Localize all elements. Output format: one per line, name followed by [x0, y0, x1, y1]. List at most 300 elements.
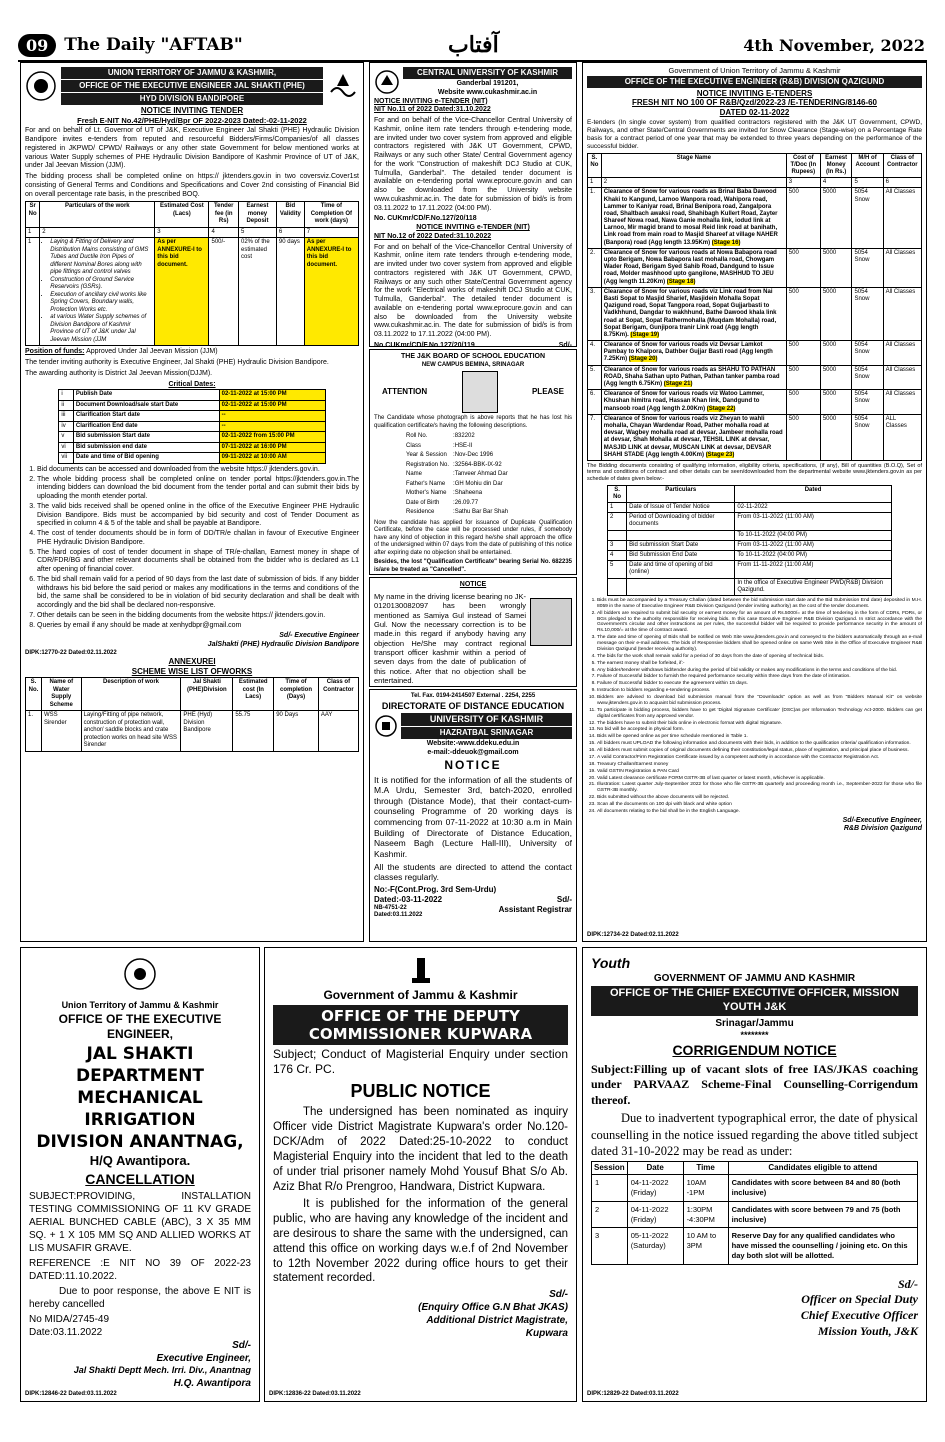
mi-dept: JAL SHAKTI DEPARTMENT [75, 1043, 205, 1086]
annex-cell: 55.75 [233, 711, 274, 752]
stage-header: Earnest Money (In Rs.) [820, 153, 852, 178]
detail-row [404, 432, 510, 442]
stage-label: (Stage 18) [666, 278, 696, 285]
date-label: Document Download/sale start Date [73, 400, 219, 411]
stage-header: S. No [588, 153, 602, 178]
dc-office: OFFICE OF THE DEPUTY COMMISSIONER KUPWARA [273, 1005, 568, 1045]
dc-paragraph-2: It is published for the information of the general public, who are having any knowledge of the incident and are desirous to share the same with the undersigned, can attend this office on working days w.e.f of 2nd November to 12th November 2022 during office hours to get their statement recorded. [273, 1197, 568, 1285]
stage-sn: 7. [588, 414, 602, 460]
dde-signatory: Assistant Registrar [498, 904, 572, 914]
schedule-header: Particulars [627, 485, 735, 502]
cuk-logo-icon [374, 69, 400, 95]
date-index: v [59, 432, 73, 443]
row-validity: 90 days [276, 238, 304, 346]
detail-row [404, 461, 510, 471]
detail-label: Date of Birth [406, 499, 440, 506]
work-item: • Construction of Ground Service Reservoirs (GSRs). [50, 277, 152, 292]
schedule-particular: Date and time of opening of bid (online) [627, 561, 735, 578]
detail-row [404, 480, 510, 490]
my-paragraph: Due to inadvertent typographical error, the date of physical counselling in the notice issued regarding the above titled subject dated 31-10-2022 may be read as under: [591, 1111, 918, 1158]
ad-name-correction [369, 577, 577, 687]
mi-hq: H/Q Awantipora. [89, 1153, 191, 1169]
jk-emblem-icon [25, 70, 57, 102]
stage-row [588, 248, 922, 287]
stage-description: Clearance of Snow for various roads viz Link road from Nai Basti Sopat to Masjid Sharief, Masjidein Mohalla Sopat Qazigund road, Sopat Tangpora road, Sopat Gujjarbasti to Vadkhhund, Dangdar to wakhhund, Bathe Dawood khala link road at Sopat, Sopat Rathermohalla (Muqdam Mohalla) road, Sopat Berigam, Gunjipora tranir Link road (Agg length 8.75Km). (Stage 19) [601, 287, 786, 340]
dc-sig1: (Enquiry Office G.N Bhat JKAS) [418, 1302, 568, 1314]
annex-cell: PHE (Hyd) Division Bandipore [181, 711, 233, 752]
date-value: -- [219, 421, 325, 432]
column-number: 3 [155, 227, 209, 238]
stage-fee: 500 [786, 365, 820, 390]
schedule-row [608, 513, 892, 530]
rb-term-item: 7. Failure of Successful bidder to furnish the required performance security within three days from the date of intimation. [597, 674, 922, 680]
annex-header: Description of work [81, 678, 181, 711]
stage-label: (Stage 19) [630, 331, 660, 338]
stage-sn: 3. [588, 287, 602, 340]
rb-term-item: 8. Failure of Successful bidder to execute the agreement within 15 days. [597, 681, 922, 687]
rb-bidding-docs: The Bidding documents consisting of qualifying information, eligibility criteria, specifications, (if any), Bill of quantities (B.O.Q), Set of terms and conditions of contract and other details can be seen/downloaded from the departmental website www.jktenders.gov.in as per schedule of dates given below:- [587, 462, 922, 483]
rb-gov: Government of Union Territory of Jammu & Kashmir [668, 66, 841, 75]
counselling-cell: 1:30PM -4:30PM [683, 1201, 728, 1228]
rb-term-item: 16. All bidders must submit copies of original documents defining their constitution/legal status, place of registration, and principal place of business. [597, 748, 922, 754]
dipk-number: DIPK:12770-22 Dated:02.11.2022 [25, 649, 117, 656]
mi-no: No MIDA/2745-49 [29, 1314, 110, 1326]
stage-label: (Stage 21) [663, 381, 693, 387]
dde-tel: Tel. Fax. 0194-2414507 External . 2254, 2255 [410, 693, 536, 699]
stage-fee: 500 [786, 287, 820, 340]
mi-cancel-title: CANCELLATION [85, 1171, 195, 1188]
detail-label: Father's Name [406, 480, 446, 487]
stage-row [588, 365, 922, 390]
work-item: • Execution of ancillary civil works like Spring Covers, Boundary walls, Protection Works etc. [50, 292, 152, 315]
date-index: vii [59, 453, 73, 464]
mi-sd: Sd/- [232, 1340, 251, 1352]
newspaper-logo: آفتاب [448, 32, 499, 58]
dde-paragraph: It is notified for the information of all the students of M.A Urdu, Semester 3rd, batch-2020, enrolled through (Distance Mode), that their contact-cum-counseling Programme of 20 working days is commencing from 07-11-2022 at 10:30 a.m in Main Building of Directorate of Distance Education, Naseem Bagh (Lecture Hall-III), University of Kashmir. [374, 774, 572, 859]
schedule-table [607, 485, 892, 596]
ad-mech-irrigation [20, 947, 260, 1402]
cancelled-paragraph: Besides, the lost "Qualification Certificate" bearing Serial No. 682235 is/are be treated as "Cancelled". [374, 559, 572, 573]
annexure-subtitle: SCHEME WISE LIST OFWORKS [131, 667, 253, 677]
annex-cell: WSS Sirender [41, 711, 81, 752]
rb-term-item: 14. Bids will be opened online as per time schedule mentioned in Table 1. [597, 734, 922, 740]
ad-rb-qazigund [582, 62, 927, 942]
rb-term-item: 6. Any bidder/tenderer withdraws bid/tender during the period of bid validity or makes any modifications in the terms and conditions of the bid. [597, 668, 922, 674]
counselling-row [592, 1201, 918, 1228]
column-number: 4 [209, 227, 239, 238]
dde-title: DIRECTORATE OF DISTANCE EDUCATION [381, 700, 565, 711]
sd-label: Sd/- [558, 341, 572, 347]
term-item: 2. The whole bidding process shall be completed online on tender portal https://jktenders.gov.in.The intending bidders can download the bid document from the tender portal and can submit their bids by uploading the month etender portal. [37, 476, 359, 502]
column-number: 5 [852, 178, 883, 188]
detail-label: Year & Session [406, 452, 447, 459]
date-value: 02-11-2022 from 15:00 PM [219, 432, 325, 443]
stage-header: Stage Name [601, 153, 786, 178]
stage-table [587, 153, 922, 461]
ad-mission-youth [582, 947, 927, 1402]
critical-dates-title: Critical Dates: [168, 380, 216, 388]
annex-header: Estimated cost (In Lacs) [233, 678, 274, 711]
stage-sn: 1. [588, 188, 602, 249]
my-dipk: DIPK:12829-22 Dated:03.11.2022 [587, 1391, 679, 1398]
please-label: PLEASE [531, 387, 564, 397]
rb-term-item: 20. Valid Latest clearance certificate FORM GSTR-3B of last quarter or latest month, whichever is applicable. [597, 776, 922, 782]
schedule-sn: 2 [608, 513, 627, 530]
counselling-cell: Reserve Day for any qualified candidates who have missed the counselling / joining etc. On this day both slot will be allotted. [728, 1228, 917, 1264]
board-name: THE J&K BOARD OF SCHOOL EDUCATION [400, 353, 546, 360]
date-value: 02-11-2022 at 15:00 PM [219, 400, 325, 411]
counselling-table [591, 1161, 918, 1265]
my-sd: Sd/- [897, 1276, 918, 1291]
nit2-title: NOTICE INVITING e-TENDER (NIT) [416, 224, 530, 231]
term-item: 7. Other details can be seen in the bidding documents from the website https:// jktenders.gov.in. [37, 612, 359, 621]
stage-fee: 500 [786, 390, 820, 415]
schedule-place: In the office of Executive Engineer PWD(R&B) Division Qazigund. [735, 578, 891, 595]
schedule-date: 02-11-2022 [735, 503, 891, 513]
schedule-particular: Bid submission Start Date [627, 540, 735, 550]
column-number: 6 [276, 227, 304, 238]
dde-paragraph-2: All the students are directed to attend the contact classes regularly. [374, 861, 572, 883]
page-number: 09 [18, 34, 56, 57]
rb-title: NOTICE INVITING E-TENDERS [696, 88, 813, 98]
my-office: OFFICE OF THE CHIEF EXECUTIVE OFFICER, MISSION YOUTH J&K [591, 986, 918, 1016]
detail-label: Class [406, 442, 422, 449]
date-index: vi [59, 442, 73, 453]
schedule-header: S. No [608, 485, 627, 502]
detail-row [404, 489, 510, 499]
counselling-cell: 3 [592, 1228, 628, 1264]
stage-fee: 500 [786, 188, 820, 249]
rb-term-item: 1. Bids must be accompanied by a Treasury Challan (dated between the bid submission start date and the Bid Submission End date) deposited in M.H. 8059 in the name of Executive Engineer R&B Division Qazigund (tender inviting authority) as the cost of the tender document. [597, 598, 922, 610]
terms-list [25, 466, 359, 631]
term-item: 8. Queries by email if any should be made at xenhydbpr@gmail.com [37, 622, 359, 631]
counselling-cell: 04-11-2022 (Friday) [627, 1175, 683, 1202]
stage-emd: 5000 [820, 287, 852, 340]
nit-number: NIT No.11 of 2022 Dated:31.10.2022 [374, 106, 491, 114]
stage-mh: 5054 Snow [852, 188, 883, 249]
nit-title: NOTICE INVITING e-TENDER (NIT) [374, 97, 488, 105]
detail-value: :GH Mohiu din Dar [453, 480, 503, 487]
my-sig1: Officer on Special Duty [801, 1292, 918, 1307]
date-label: Date and time of Bid opening [73, 453, 219, 464]
ashoka-emblem-icon [408, 954, 434, 988]
annex-header: Name of Water Supply Scheme [41, 678, 81, 711]
detail-value: :HSE-II [453, 442, 473, 449]
stage-row [588, 188, 922, 249]
stage-emd: 5000 [820, 390, 852, 415]
stage-header: Cost of T/Doc (In Rupees) [786, 153, 820, 178]
mi-div1: MECHANICAL IRRIGATION [77, 1088, 203, 1131]
date-row [59, 442, 325, 453]
rb-term-item: 3. The date and time of opening of Bids shall be notified on Web Site www.jktenders.gov.in and conveyed to the bidders automatically through an e-mail message on their e-mail address. The bids of Responsive bidders shall be opened online on same Web Site in the Office of Executive Engineer R&B Division Qazigund (tender receiving authority). [597, 635, 922, 653]
stage-description: Clearance of Snow for various roads viz Zheyan to wahli mohalla, Chayan Wardendar Road, Pather mohalla road at devsar, Wagbey mohalla road at devsar, Jambeer mohalla road at devsar, Shah Mohalla at devsar, TEHSIL LINK at devsar, MASJID LINK at devsar, MUSCAN LINK at devsar, DEVSAR SHAHI STADE (Agg length 4.00Km) (Stage 23) [601, 414, 786, 460]
schedule-row [608, 503, 892, 513]
nit2-paragraph: For and on behalf of the Vice-Chancellor Central University of Kashmir, online item rate tenders through e-tendering mode, are invited under two cover system from approved and eligible contractors registered with J&K UT Government, CPWD, Railways or any such other State/Central Government agency for the work "Electrical works of makeshift DCJ Studio at CUK, Tulmulla, Ganderbal". The detailed tender document is available on e-tendering portal www.eprocure.gov.in and can also be downloaded from the University website www.cukashmir.ac.in. The date for submission of bid/s is from 03.11.2022 to 17.11.2022 (04:00 PM). [374, 243, 572, 338]
column-number: 1 [26, 227, 40, 238]
date-row [59, 400, 325, 411]
annex-header: Jal Shakti (PHE)Division [181, 678, 233, 711]
division-heading: HYD DIVISION BANDIPORE [61, 93, 323, 105]
counselling-header: Date [627, 1162, 683, 1175]
detail-row [404, 442, 510, 452]
work-item: • at various Water Supply schemes of Division Bandipore of Kashmir Province of UT of J&K under Jal Jeevan Mission (JJM [50, 314, 152, 344]
stage-row [588, 414, 922, 460]
annex-cell: 1. [26, 711, 42, 752]
counselling-header: Candidates eligible to attend [728, 1162, 917, 1175]
stage-mh: 5054 Snow [852, 365, 883, 390]
my-subject: Subject:Filling up of vacant slots of free IAS/JKAS coaching under PARVAAZ Scheme-Final Counselling-Corrigendum thereof. [591, 1061, 918, 1107]
dde-website: Website:-www.ddeku.edu.in [426, 740, 520, 747]
correction-paragraph: My name in the driving license bearing no JK-0120130082097 has been wrongly mentioned as Samiya Gul instead of Samei Gul. Now the necessary correction is to be made.in this regard if anybody having any objection He/She may contract regional transport officer kashmir within a period of seven days from the date of publication of this notice. After that no objection shall be entertained. [374, 591, 526, 686]
jk-emblem-icon [123, 954, 157, 994]
detail-value: :32564-BBK-IX-92 [453, 461, 502, 468]
counselling-row [592, 1228, 918, 1264]
stage-header: Class of Contractor [883, 153, 921, 178]
term-item: 3. The valid bids received shall be opened online in the office of the Executive Engineer PHE Hydraulic Division Bandipore. Bids must be accompanied by bid security and cost of Tender Document as specified in column 4 & 5 of the table and shall be payable at Bandipore. [37, 503, 359, 529]
nit2-number: NIT No.12 of 2022 Dated:31.10.2022 [374, 232, 492, 240]
schedule-date: To 10-11-2022 (04:00 PM) [735, 530, 891, 540]
detail-label: Registration No. [406, 461, 450, 468]
detail-row [404, 508, 510, 518]
column-number: 1 [588, 178, 602, 188]
schedule-header: Dated [735, 485, 891, 502]
funds-label: Position of funds: [25, 348, 85, 356]
rb-term-item: 12. The bidders have to submit their bids online in electronic format with digital Signature. [597, 721, 922, 727]
date-index: ii [59, 400, 73, 411]
date-label: Clarification End date [73, 421, 219, 432]
schedule-date: To 10-11-2022 (04:00 PM) [735, 550, 891, 560]
detail-label: Residence [406, 509, 435, 516]
schedule-row [608, 550, 892, 560]
stage-description: Clearance of Snow for various roads as SHAHU TO PATHAN ROAD, Shaha Sathan upto Pathan, Pathan tanker pamba road (Agg length 6.75Km) (Stage 21) [601, 365, 786, 390]
issue-date: 4th November, 2022 [743, 35, 925, 55]
rb-term-item: 21. Illustration: Latest quarter July-September 2022 for those who file GSTR-3B quarterly and proceeding month i.e., September-2022 for those who file GSTR-3B monthly. [597, 782, 922, 794]
rb-intro: E-tenders (In single cover system) from qualified contractors registered with the J&K UT Government, CPWD, Railways, and other State/Central Governments are invited for Snow Clearance (Stage-wise) on a Percentage Rate basis for a contract period of one year that may be extended to three years depending on the performance of the successful bidder. [587, 119, 922, 150]
table-header: Tender fee (in Rs) [209, 202, 239, 228]
stage-row [588, 390, 922, 415]
stage-fee: 500 [786, 341, 820, 366]
stage-description: Clearance of Snow for various roads viz Devsar Lamkot Pambay to Khalpora, Dathber Gujjar Basti road (Agg length 7.25Km) (Stage 20) [601, 341, 786, 366]
annex-cell: Laying/Fitting of pipe network, construction of protection wall, anchor/ saddle blocks and crate protection works on head site WSS Sirender [81, 711, 181, 752]
awarding-authority: The awarding authority is District Jal Jeevan Mission(DJJM). [25, 369, 213, 377]
dde-notice-title: NOTICE [444, 757, 502, 772]
mi-sig1: Executive Engineer, [156, 1353, 251, 1365]
stage-label: (Stage 16) [711, 239, 741, 246]
schedule-sn: 5 [608, 561, 627, 578]
ad-jkbose [369, 349, 577, 575]
stage-mh: 5054 Snow [852, 287, 883, 340]
youth-logo: Youth [591, 955, 631, 971]
work-item: • Laying & Fitting of Delivery and Distribution Mains consisting of GMS Tubes and Ductile Iron Pipes of different Nominal Bores along with pipe fittings and control valves [50, 239, 152, 277]
table-header: Bid Validity [276, 202, 304, 228]
stage-sn: 2. [588, 248, 602, 287]
column-number: 2 [40, 227, 155, 238]
signature-2: JalShakti (PHE) Hydraulic Division Bandipore [207, 641, 359, 649]
date-row [59, 421, 325, 432]
term-item: 4. The cost of tender documents should be in form of DD/TR/e challan in favour of Executive Engineer PHE Hydraulic Division Bandipore. [37, 530, 359, 548]
schedule-sn [608, 530, 627, 540]
detail-value: :Tanveer Ahmad Dar [453, 471, 508, 478]
dde-ref: No:-F(Cont.Prog. 3rd Sem-Urdu) [374, 884, 497, 894]
newspaper-name: The Daily "AFTAB" [64, 35, 243, 55]
schedule-row [608, 530, 892, 540]
board-address: NEW CAMPUS BEMINA, SRINAGAR [421, 361, 525, 368]
table-header: Time of Completion Of work (days) [304, 202, 358, 228]
rb-dipk: DIPK:12734-22 Dated:02.11.2022 [587, 931, 679, 938]
schedule-row [608, 561, 892, 578]
date-row [59, 390, 325, 401]
dde-university: UNIVERSITY OF KASHMIR [401, 713, 572, 726]
applicant-photo [530, 598, 572, 646]
stage-fee: 500 [786, 414, 820, 460]
nit-paragraph: For and on behalf of the Vice-Chancellor Central University of Kashmir, online item rate tenders through e-tendering mode, are invited under two cover system from approved and eligible contractors registered with J&K UT Government, CPWD, Railways or any such other State/ Central Government agency for the work "Construction of makeshift DCJ Studio at CUK, Tulmulla, Ganderbal". The detailed tender document is available on e-tendering portal www.eprocure.gov.in and can also be downloaded from the University website www.cukashmir.ac.in. The date for submission of bid/s is from 03.11.2022 to 17.11.2022 (04:00 PM). [374, 117, 572, 212]
counselling-cell: Candidates with score between 84 and 80 (both inclusive) [728, 1175, 917, 1202]
mi-div2: DIVISION ANANTNAG, [36, 1132, 244, 1153]
row-sr: 1 [26, 238, 40, 346]
dde-dated: Dated:-03-11-2022 [374, 894, 443, 904]
stage-sn: 4. [588, 341, 602, 366]
detail-value: :Shaheena [453, 490, 483, 497]
stage-mh: 5054 Snow [852, 341, 883, 366]
schedule-particular: Bid Submission End Date [627, 550, 735, 560]
masthead [18, 30, 927, 62]
column-number: 5 [238, 227, 276, 238]
column-number: 7 [304, 227, 358, 238]
dc-title: PUBLIC NOTICE [350, 1080, 491, 1101]
my-sig2: Chief Executive Officer [800, 1307, 918, 1322]
column-number: 3 [786, 178, 820, 188]
candidate-details [404, 432, 510, 518]
date-row [59, 453, 325, 464]
rb-nit: FRESH NIT NO 100 OF R&B/Qzd/2022-23 /E-TENDERING/8146-60 [632, 98, 877, 108]
mi-office: OFFICE OF THE EXECUTIVE ENGINEER, [58, 1011, 222, 1042]
mi-subject: SUBJECT:PROVIDING, INSTALLATION TESTING COMMISSIONING OF 11 KV GRADE AERIAL BUNCHED CABLE (ABC), 3 X 35 MM SQ. + 1 X 105 MM SQ AND ALLIED WORKS AT LIS MUSAFIR GRAVE. [29, 1191, 251, 1255]
schedule-sn [608, 578, 627, 595]
annex-cell: AAY [318, 711, 358, 752]
rb-term-item: 23. Scan all the documents on 100 dpi with black and white option [597, 802, 922, 808]
term-item: 6. The bid shall remain valid for a period of 90 days from the last date of submission of bids. If any bidder withdraws his bid before the said period or makes any modifications in the terms and conditions of the bid, the same shall be considered to be in violation of bid security declaration and shall be dealt with accordingly and the bid shall be declared non-responsive. [37, 576, 359, 611]
stage-label: (Stage 23) [705, 451, 735, 458]
schedule-particular: Date of Issue of Tender Notice [627, 503, 735, 513]
rb-terms-list [587, 598, 922, 815]
rb-term-item: 11. To participate in bidding process, bidders have to get 'Digital Signature Certificate' (DSC)as per Information Technology Act-2000. Bidders can get digital certificates from any approved vendor. [597, 708, 922, 720]
detail-label: Roll No. [406, 433, 428, 440]
table-header: Sr No [26, 202, 40, 228]
date-index: iv [59, 421, 73, 432]
funds-value: Approved Under Jal Jeevan Mission (JJM) [86, 348, 218, 356]
stage-class: All Classes [883, 365, 921, 390]
signature-1: Sd/- Executive Engineer [279, 632, 359, 640]
rb-signature-2: R&B Division Qazigund [843, 825, 922, 833]
detail-row [404, 499, 510, 509]
bidding-paragraph: The bidding process shall be completed online on https:// jktenders.gov.in in two coversviz.Cover1st consisting of General Terms and Conditions and Specifications and Cover 2nd consisting of Financial Bid on overall percentage rate basis, in the prescribed BOQ. [25, 173, 359, 198]
enit-number: Fresh E-NIT No.42/PHE/Hyd/Bpr OF 2022-2023 Dated:-02-11-2022 [77, 116, 307, 125]
stage-emd: 5000 [820, 365, 852, 390]
annexure-title: ANNEXUREI [168, 657, 216, 667]
notice-title: NOTICE INVITING TENDER [140, 106, 244, 115]
ad-jal-shakti-bandipore [20, 62, 364, 942]
dde-sd: Sd/- [556, 894, 572, 904]
date-label: Publish Date [73, 390, 219, 401]
stage-description: Clearance of Snow for various roads at Nowa Babapora road upto Berigam, Nowa Babapora last mohalla road, Chowgam Wader Road, Berigam Syed Sahib Road, Dandgund to Issue road, Molder mashhood upto gangilone, MASHHUD TO JEU (Agg length 11.20Km) (Stage 18) [601, 248, 786, 287]
stage-class: All Classes [883, 341, 921, 366]
term-item: 1. Bid documents can be accessed and downloaded from the website https:// jktenders.gov.in. [37, 466, 359, 475]
university-name: CENTRAL UNIVERSITY OF KASHMIR [403, 67, 572, 79]
ut-heading: UNION TERRITORY OF JAMMU & KASHMIR, [61, 67, 323, 79]
detail-row [404, 451, 510, 461]
date-value: 07-11-2022 at 16:00 PM [219, 442, 325, 453]
office-heading: OFFICE OF THE EXECUTIVE ENGINEER JAL SHAKTI (PHE) [61, 80, 323, 92]
rb-term-item: 10. Bidders are advised to download bid submission manual from the "Downloads" option as well as from "Bidders Manual Kit" on website www.jktenders.gov.in to acquaint bid submission process. [597, 695, 922, 707]
mi-paragraph: Due to poor response, the above E NIT is hereby cancelled [29, 1286, 251, 1311]
counselling-header: Session [592, 1162, 628, 1175]
my-gov: GOVERNMENT OF JAMMU AND KASHMIR [653, 973, 856, 985]
stage-emd: 5000 [820, 341, 852, 366]
dc-subject: Subject; Conduct of Magisterial Enquiry under section 176 Cr. PC. [273, 1046, 568, 1077]
stage-class: All Classes [883, 248, 921, 287]
date-label: Clarification Start date [73, 411, 219, 422]
stage-sn: 6. [588, 390, 602, 415]
date-row [59, 411, 325, 422]
annex-header: Class of Contractor [318, 678, 358, 711]
term-item: 5. The hard copies of cost of tender document in shape of TR/e-challan, Earnest money in shape of CDR/FDR/BG and other relevant documents shall be obtained from the bidder who is declared as L1 after opening of financial cover. [37, 549, 359, 575]
dc-dipk: DIPK:12836-22 Dated:03.11.2022 [269, 1391, 361, 1398]
rb-term-item: 2. All bidders are required to submit bid security or earnest money for an amount of Rs.5000/= at the time of tendering in the form of CDRs, FDRs, or BGs pledged to the authority responsible for receiving bids. In this case Executive Engineer R&B Division Qazigund. In strict accordance with the Government's circular and other instructions as per rules, the successful bidder will be required to provide performance security in the amount of Rs.10,000/= at the time of contract award. [597, 611, 922, 635]
detail-value: :Nov-Dec 1996 [453, 452, 494, 459]
my-stars: ******** [740, 1029, 769, 1040]
column-number: 4 [820, 178, 852, 188]
schedule-particular [627, 578, 735, 595]
work-table [25, 201, 359, 346]
counselling-cell: 2 [592, 1201, 628, 1228]
date-row [59, 432, 325, 443]
rb-term-item: 18. Treasury Challan/Earnest money [597, 762, 922, 768]
counselling-cell: Candidates with score between 79 and 75 (both inclusive) [728, 1201, 917, 1228]
counselling-header: Time [683, 1162, 728, 1175]
jal-shakti-logo-icon [327, 70, 359, 102]
stage-fee: 500 [786, 248, 820, 287]
row-time: As per ANNEXURE-I to this bid document. [304, 238, 358, 346]
ad-central-university-kashmir [369, 62, 577, 347]
mi-sig3: H.Q. Awantipora [173, 1378, 251, 1390]
counselling-row [592, 1175, 918, 1202]
date-label: Bid submission end date [73, 442, 219, 453]
column-number: 6 [883, 178, 921, 188]
dde-email: e-mail:-ddeuok@gmail.com [427, 748, 519, 756]
ad-distance-education [369, 689, 577, 942]
detail-label: Mother's Name [406, 490, 447, 497]
stage-class: All Classes [883, 188, 921, 249]
mi-sig2: Jal Shakti Deptt Mech. Irri. Div., Anantnag [73, 1365, 251, 1376]
row-cost: As per ANNEXURE-I to this bid document. [155, 238, 209, 346]
stage-mh: 5054 Snow [852, 248, 883, 287]
mi-reference: REFERENCE :E NIT NO 39 OF 2022-23 DATED:11.10.2022. [29, 1258, 251, 1283]
stage-sn: 5. [588, 365, 602, 390]
lost-cert-paragraph: The Candidate whose photograph is above reports that he has lost his qualification certificate/s having the following descriptions. [374, 415, 572, 429]
rb-term-item: 9. Instruction to bidders regarding e-tendering process. [597, 688, 922, 694]
critical-dates-table [58, 389, 325, 464]
rb-term-item: 24. All documents relating to the bid shall be in the English Language. [597, 809, 922, 815]
rb-term-item: 15. All bidders must UPLOAD the following information and documents with their bids, in addition to the qualification criteria/ qualification information. [597, 741, 922, 747]
annexure-table [25, 677, 359, 752]
dc-sd: Sd/- [549, 1289, 568, 1301]
inviting-authority: The tender inviting authority is Executive Engineer, Jal Shakti (PHE) Hydraulic Division Bandipore. [25, 359, 329, 367]
stage-label: (Stage 20) [628, 356, 658, 363]
date-value: -- [219, 411, 325, 422]
stage-label: (Stage 22) [706, 405, 736, 412]
detail-value: :26.09.77 [453, 499, 479, 506]
ku-logo-icon [374, 714, 398, 738]
